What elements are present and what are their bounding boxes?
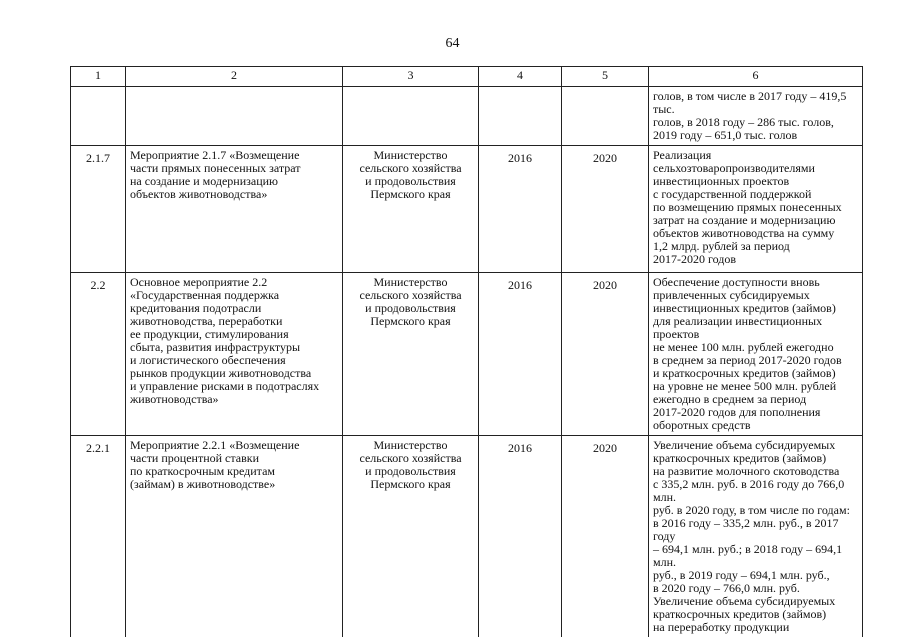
row-executor: Министерство сельского хозяйства и продовольствия Пермского края [343,273,479,436]
row-end-year: 2020 [562,146,649,273]
table-row [71,436,863,638]
table-header-row [71,67,863,87]
table-row [71,273,863,436]
row-executor: Министерство сельского хозяйства и продовольствия Пермского края [343,436,479,638]
header-col-5: 5 [562,67,649,87]
page-number: 64 [445,36,460,51]
row-start-year: 2016 [479,436,562,638]
row-code: 2.1.7 [71,146,126,273]
table-row [71,87,863,146]
row-activity: Мероприятие 2.1.7 «Возмещение части прямых понесенных затрат на создание и модернизацию объектов животноводства» [126,146,343,273]
program-activities-table [70,66,863,637]
row-start-year: 2016 [479,146,562,273]
row-activity: Основное мероприятие 2.2 «Государственная поддержка кредитования подотрасли животноводства, переработки ее продукции, стимулирования сбыта, развития инфраструктуры и логистического обеспечения рынков продукции животноводства и управление рисками в подотраслях животноводства» [126,273,343,436]
row-code: 2.2.1 [71,436,126,638]
row-end-year: 2020 [562,436,649,638]
header-col-1: 1 [71,67,126,87]
row-end-year: 2020 [562,273,649,436]
header-col-4: 4 [479,67,562,87]
header-col-6: 6 [649,67,863,87]
row-start-year: 2016 [479,273,562,436]
row-executor [343,87,479,146]
row-end-year [562,87,649,146]
header-col-3: 3 [343,67,479,87]
row-start-year [479,87,562,146]
row-result: Реализация сельхозтоваропроизводителями инвестиционных проектов с государственной поддержкой по возмещению прямых понесенных затрат на создание и модернизацию объектов животноводства на сумму 1,2 млрд. рублей за период 2017-2020 годов [649,146,863,273]
row-executor: Министерство сельского хозяйства и продовольствия Пермского края [343,146,479,273]
row-code [71,87,126,146]
row-result: голов, в том числе в 2017 году – 419,5 тыс. голов, в 2018 году – 286 тыс. голов, 2019 году – 651,0 тыс. голов [649,87,863,146]
row-activity [126,87,343,146]
row-result: Увеличение объема субсидируемых краткосрочных кредитов (займов) на развитие молочного скотоводства с 335,2 млн. руб. в 2016 году до 766,0 млн. руб. в 2020 году, в том числе по годам: в 2016 году – 335,2 млн. руб., в 2017 году – 694,1 млн. руб.; в 2018 году – 694,1 млн. руб., в 2019 году – 694,1 млн. руб., в 2020 году – 766,0 млн. руб. Увеличение объема субсидируемых краткосрочных кредитов (займов) на переработку продукции [649,436,863,638]
row-result: Обеспечение доступности вновь привлеченных субсидируемых инвестиционных кредитов (займов) для реализации инвестиционных проектов не менее 100 млн. рублей ежегодно в среднем за период 2017-2020 годов и краткосрочных кредитов (займов) на уровне не менее 500 млн. рублей ежегодно в среднем за период 2017-2020 годов для пополнения оборотных средств [649,273,863,436]
row-activity: Мероприятие 2.2.1 «Возмещение части процентной ставки по краткосрочным кредитам (займам) в животноводстве» [126,436,343,638]
table-row [71,146,863,273]
header-col-2: 2 [126,67,343,87]
row-code: 2.2 [71,273,126,436]
